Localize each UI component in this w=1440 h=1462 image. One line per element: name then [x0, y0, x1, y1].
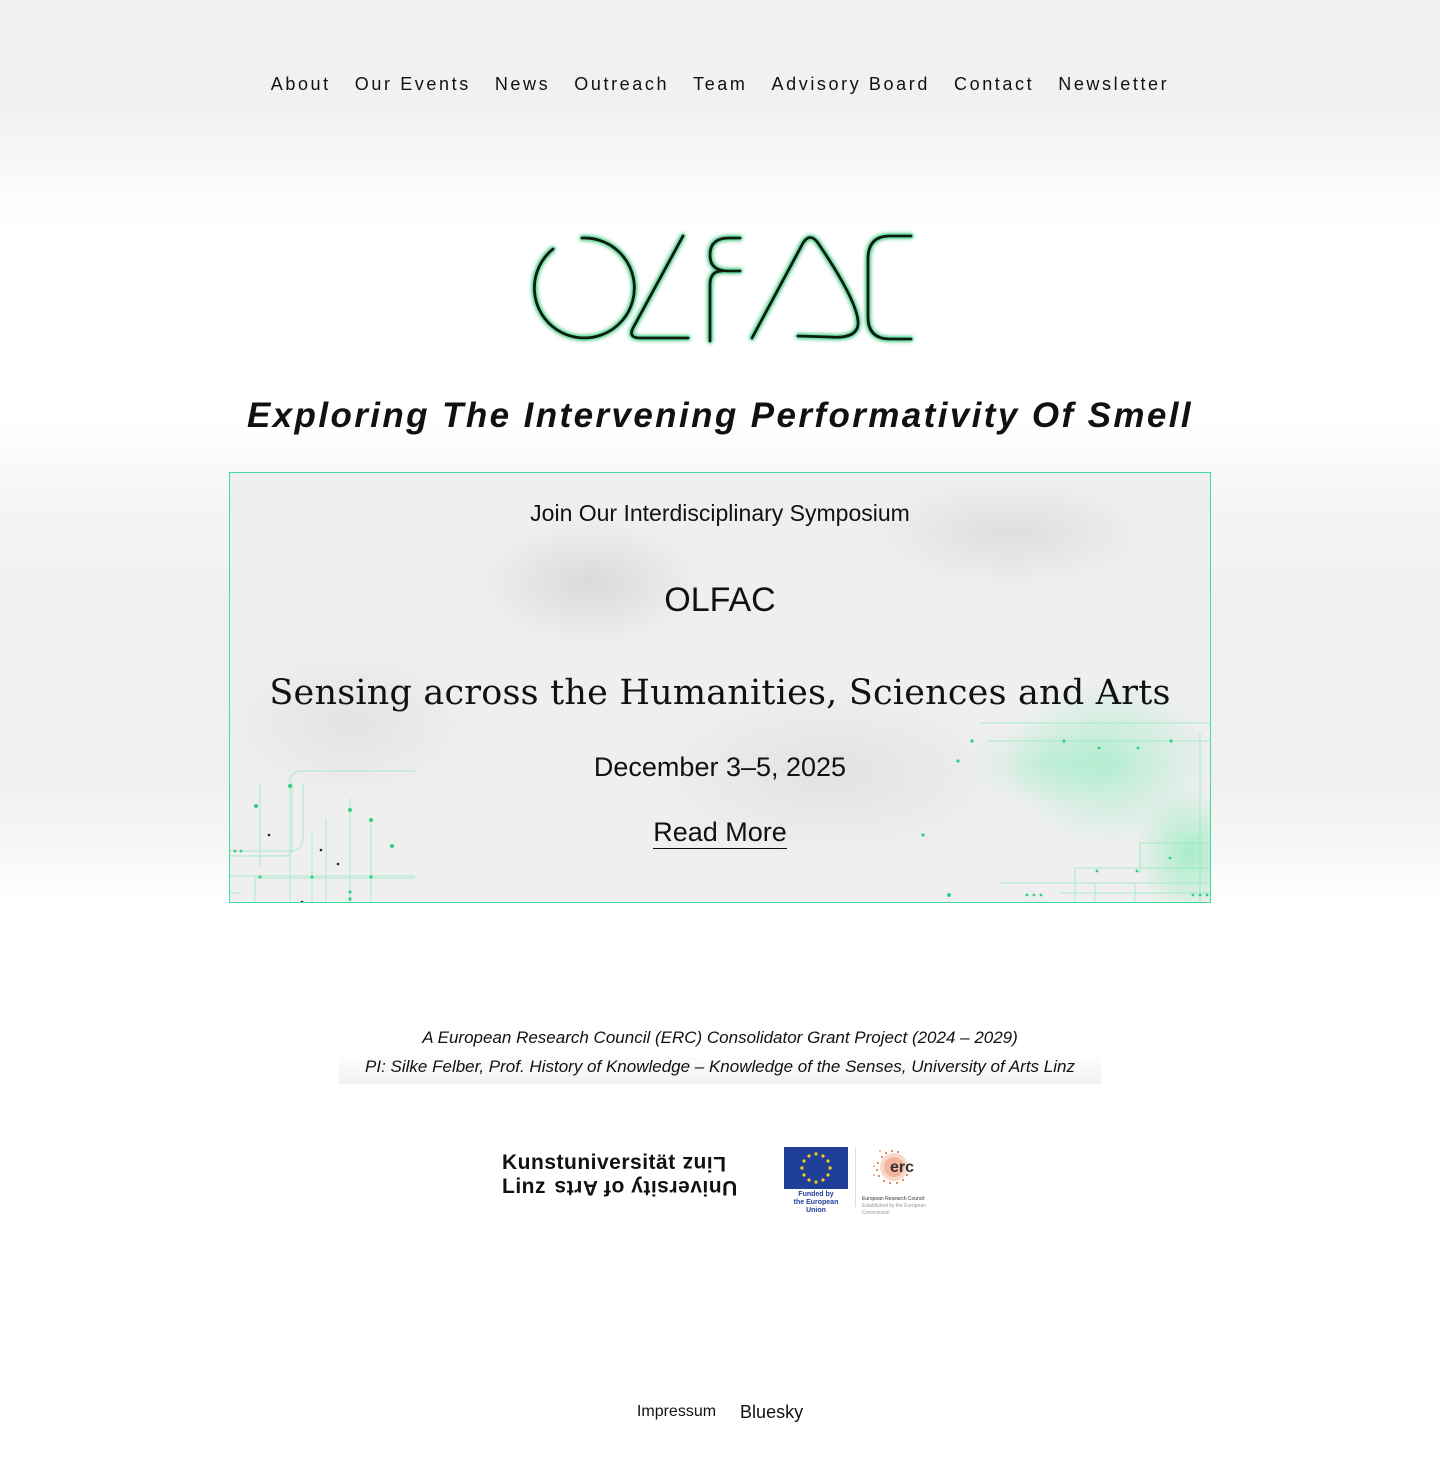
kunstuni-logo-word: Kunstuniversität: [502, 1151, 676, 1174]
eu-funded-logo[interactable]: [784, 1147, 848, 1215]
olfac-logo-glyphs: [520, 225, 920, 350]
symposium-title: OLFAC: [664, 581, 776, 619]
eu-funded-text: [784, 1191, 848, 1215]
kunstuni-logo-word: Linz: [502, 1175, 546, 1198]
footer-link-bluesky[interactable]: Bluesky: [740, 1402, 804, 1422]
nav-item-advisory-board[interactable]: Advisory Board: [771, 74, 930, 94]
svg-text:erc: erc: [890, 1159, 915, 1176]
pi-info: PI: Silke Felber, Prof. History of Knowledge – Knowledge of the Senses, University of Arts Linz: [365, 1057, 1075, 1076]
symposium-card: [229, 472, 1211, 903]
grant-info: A European Research Council (ERC) Consolidator Grant Project (2024 – 2029): [422, 1028, 1018, 1047]
logo-divider: [855, 1147, 856, 1207]
erc-text-line-2: Established by the European Commission: [862, 1203, 926, 1216]
project-credits: [0, 1025, 1440, 1084]
nav-item-team[interactable]: Team: [693, 74, 748, 94]
symposium-date: December 3–5, 2025: [593, 752, 847, 782]
read-more-link[interactable]: Read More: [653, 817, 787, 847]
partner-logos: [0, 1143, 1440, 1216]
olfac-logo[interactable]: [520, 225, 920, 350]
eu-flag-icon: [784, 1147, 848, 1189]
read-more-wrapper: [230, 817, 1210, 848]
site-tagline: Exploring The Intervening Performativity Of Smell: [246, 396, 1194, 435]
pi-info-wrapper: [339, 1054, 1101, 1084]
kunstuni-logo-line-2: [502, 1175, 746, 1199]
kunstuni-logo-flipped-word: Linz: [682, 1152, 727, 1175]
nav-item-newsletter[interactable]: Newsletter: [1058, 74, 1170, 94]
eu-text-line-2: the European Union: [793, 1199, 839, 1214]
kunstuni-logo-line-1: [502, 1151, 746, 1175]
kunstuni-linz-logo[interactable]: [502, 1151, 746, 1199]
nav-item-contact[interactable]: Contact: [953, 74, 1035, 94]
main-nav: [0, 72, 1440, 96]
site-footer: [0, 1400, 1440, 1424]
nav-item-about[interactable]: About: [270, 74, 331, 94]
symposium-kicker: Join Our Interdisciplinary Symposium: [530, 500, 910, 526]
nav-item-news[interactable]: News: [494, 74, 551, 94]
symposium-card-content: [230, 473, 1210, 902]
erc-text: [862, 1196, 926, 1217]
erc-burst-icon: [862, 1145, 926, 1189]
footer-link-impressum[interactable]: Impressum: [636, 1403, 717, 1420]
eu-text-line-1: Funded by: [798, 1191, 834, 1198]
erc-text-line-1: European Research Council: [862, 1196, 925, 1202]
nav-item-our-events[interactable]: Our Events: [354, 74, 471, 94]
nav-item-outreach[interactable]: Outreach: [574, 74, 670, 94]
kunstuni-logo-flipped-word: University of Arts: [554, 1176, 738, 1199]
symposium-subtitle: Sensing across the Humanities, Sciences and Arts: [269, 673, 1171, 713]
erc-logo[interactable]: [862, 1145, 926, 1217]
